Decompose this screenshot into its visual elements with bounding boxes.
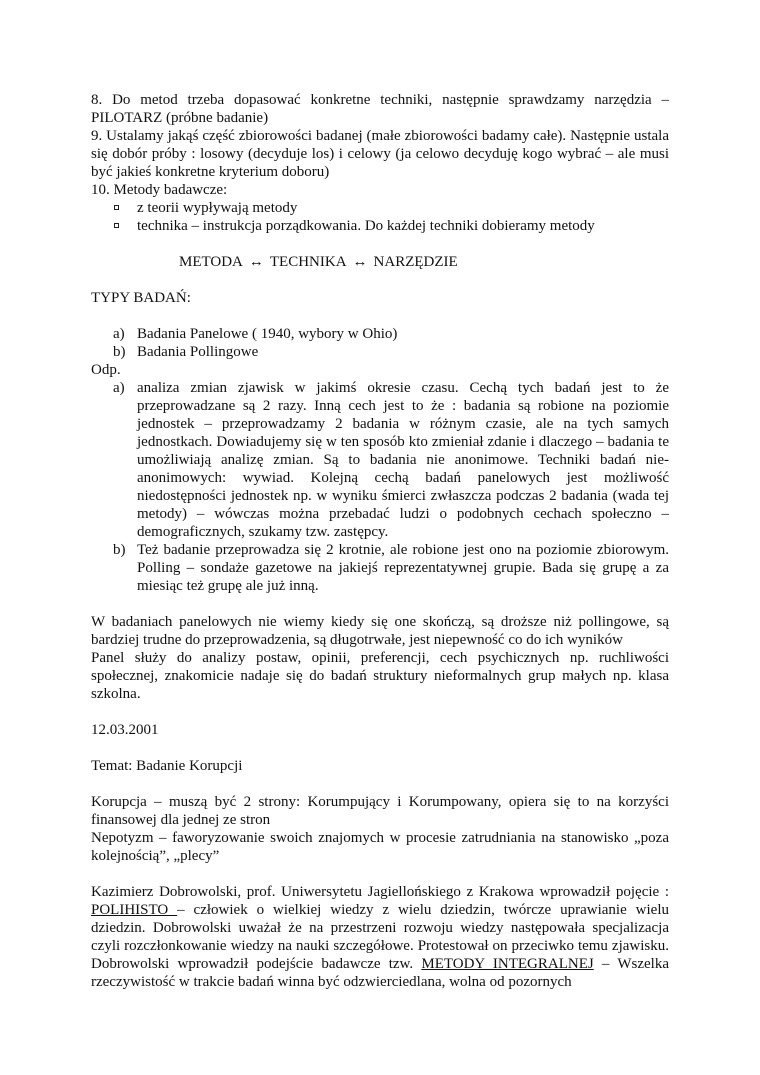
formula-metoda: METODA	[179, 254, 243, 270]
list-item: a) Badania Panelowe ( 1940, wybory w Ohio)	[113, 326, 398, 342]
square-bullet-icon	[114, 223, 119, 228]
term-metody-integralnej: METODY INTEGRALNEJ	[421, 956, 594, 972]
method-technique-tool-formula	[179, 253, 669, 271]
list-item: technika – instrukcja porządkowania. Do każdej techniki dobieramy metody	[91, 217, 669, 235]
definition-korupcja: Korupcja – muszą być 2 strony: Korumpujący i Korumpowany, opiera się to na korzyści finansowej dla jednej ze stron	[91, 794, 669, 828]
list-item: b) Badania Pollingowe	[113, 344, 259, 360]
term-polihisto: POLIHISTO	[91, 902, 178, 918]
formula-technika: TECHNIKA	[269, 254, 347, 270]
formula-narzedzie: NARZĘDZIE	[373, 254, 458, 270]
square-bullet-icon	[114, 205, 119, 210]
panel-paragraph-2: Panel służy do analizy postaw, opinii, preferencji, cech psychicznych np. ruchliwości społecznej, znakomicie nadaje się do badań struktury nieformalnych grup małych np. klasa szkolna.	[91, 650, 669, 702]
research-types-list	[91, 325, 669, 361]
document-page	[91, 91, 669, 991]
section-heading-typy-badan: TYPY BADAŃ:	[91, 290, 191, 306]
paragraph-10: 10. Metody badawcze:	[91, 182, 228, 198]
list-item: z teorii wypływają metody	[91, 199, 669, 217]
left-right-arrow-icon: ↔	[248, 254, 264, 270]
list-item: a) analiza zmian zjawisk w jakimś okresie czasu. Cechą tych badań jest to że przeprowadzane są 2 razy. Inną cech jest to że : badania są robione na poziomie jednostek – przeprowadzamy 2 badania w różnym czasie, ale na tych samych jednostkach. Dowiadujemy się w ten sposób kto zmieniał zdanie i dlaczego – badania te umożliwiają analizę zmian. Są to badania nie anonimowe. Techniki badań nie-anonimowych: wywiad. Kolejną cechą badań panelowych jest możliwość niedostępności jednostek np. w wyniku śmierci zwłaszcza podczas 2 badania (wada tej metody) – wówczas można przebadać ludzi o podobnych cechach społeczno – demograficznych, szukamy tzw. zastępcy.	[113, 380, 669, 540]
methods-bullet-list	[91, 199, 669, 235]
lecture-topic: Temat: Badanie Korupcji	[91, 758, 243, 774]
lecture-date: 12.03.2001	[91, 722, 159, 738]
answer-label: Odp.	[91, 362, 121, 378]
paragraph-9: 9. Ustalamy jakąś część zbiorowości badanej (małe zbiorowości badamy całe). Następnie ustala się dobór próby : losowy (decyduje los) i celowy (ja celowo decyduję kogo wybrać – ale musi być jakieś konkretne kryterium doboru)	[91, 128, 669, 180]
left-right-arrow-icon: ↔	[352, 254, 368, 270]
panel-paragraph-1: W badaniach panelowych nie wiemy kiedy się one skończą, są droższe niż pollingowe, są bardziej trudne do przeprowadzenia, są długotrwałe, jest niepewność co do ich wyników	[91, 614, 669, 648]
answers-list	[91, 379, 669, 595]
paragraph-8: 8. Do metod trzeba dopasować konkretne techniki, następnie sprawdzamy narzędzia – PILOTARZ (próbne badanie)	[91, 92, 669, 126]
dobrowolski-paragraph: Kazimierz Dobrowolski, prof. Uniwersytetu Jagiellońskiego z Krakowa wprowadził pojęcie : POLIHISTO – człowiek o wielkiej wiedzy z wielu dziedzin, twórcze uprawianie wielu dziedzin. Dobrowolski uważał że na przestrzeni rozwoju wiedzy następowała specjalizacja czyli rozczłonkowanie wiedzy na nauki szczegółowe. Protestował on przeciwko temu zjawisku. Dobrowolski wprowadził podejście badawcze tzw. METODY INTEGRALNEJ – Wszelka rzeczywistość w trakcie badań winna być odzwierciedlana, wolna od pozornych	[91, 884, 669, 990]
list-item: b) Też badanie przeprowadza się 2 krotnie, ale robione jest ono na poziomie zbiorowym. Polling – sondaże gazetowe na jakiejś reprezentatywnej grupie. Bada się grupę a za miesiąc też grupę ale już inną.	[113, 542, 669, 594]
definition-nepotyzm: Nepotyzm – faworyzowanie swoich znajomych w procesie zatrudniania na stanowisko „poza kolejnością”, „plecy”	[91, 830, 669, 864]
